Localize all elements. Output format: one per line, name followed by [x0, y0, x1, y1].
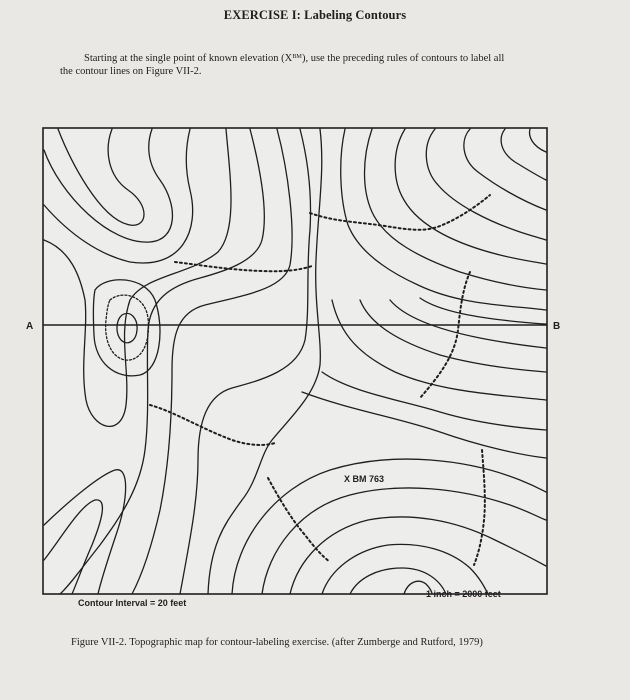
map-frame: [43, 128, 547, 594]
label-b: B: [553, 321, 561, 332]
exercise-title: EXERCISE I: Labeling Contours: [223, 8, 407, 22]
label-a: A: [26, 321, 34, 332]
scale-text: 1 inch = 2000 feet: [426, 589, 501, 599]
benchmark-label: X BM 763: [344, 474, 385, 484]
instruction-line-2: the contour lines on Figure VII-2.: [60, 66, 202, 77]
contour-interval-text: Contour Interval = 20 feet: [78, 598, 187, 608]
figure-caption: Figure VII-2. Topographic map for contour-labeling exercise. (after Zumberge and Rutford, 1979): [71, 637, 483, 648]
instruction-line-1: Starting at the single point of known elevation (Xᴮᴹ), use the preceding rules of contours to label all: [84, 53, 505, 64]
